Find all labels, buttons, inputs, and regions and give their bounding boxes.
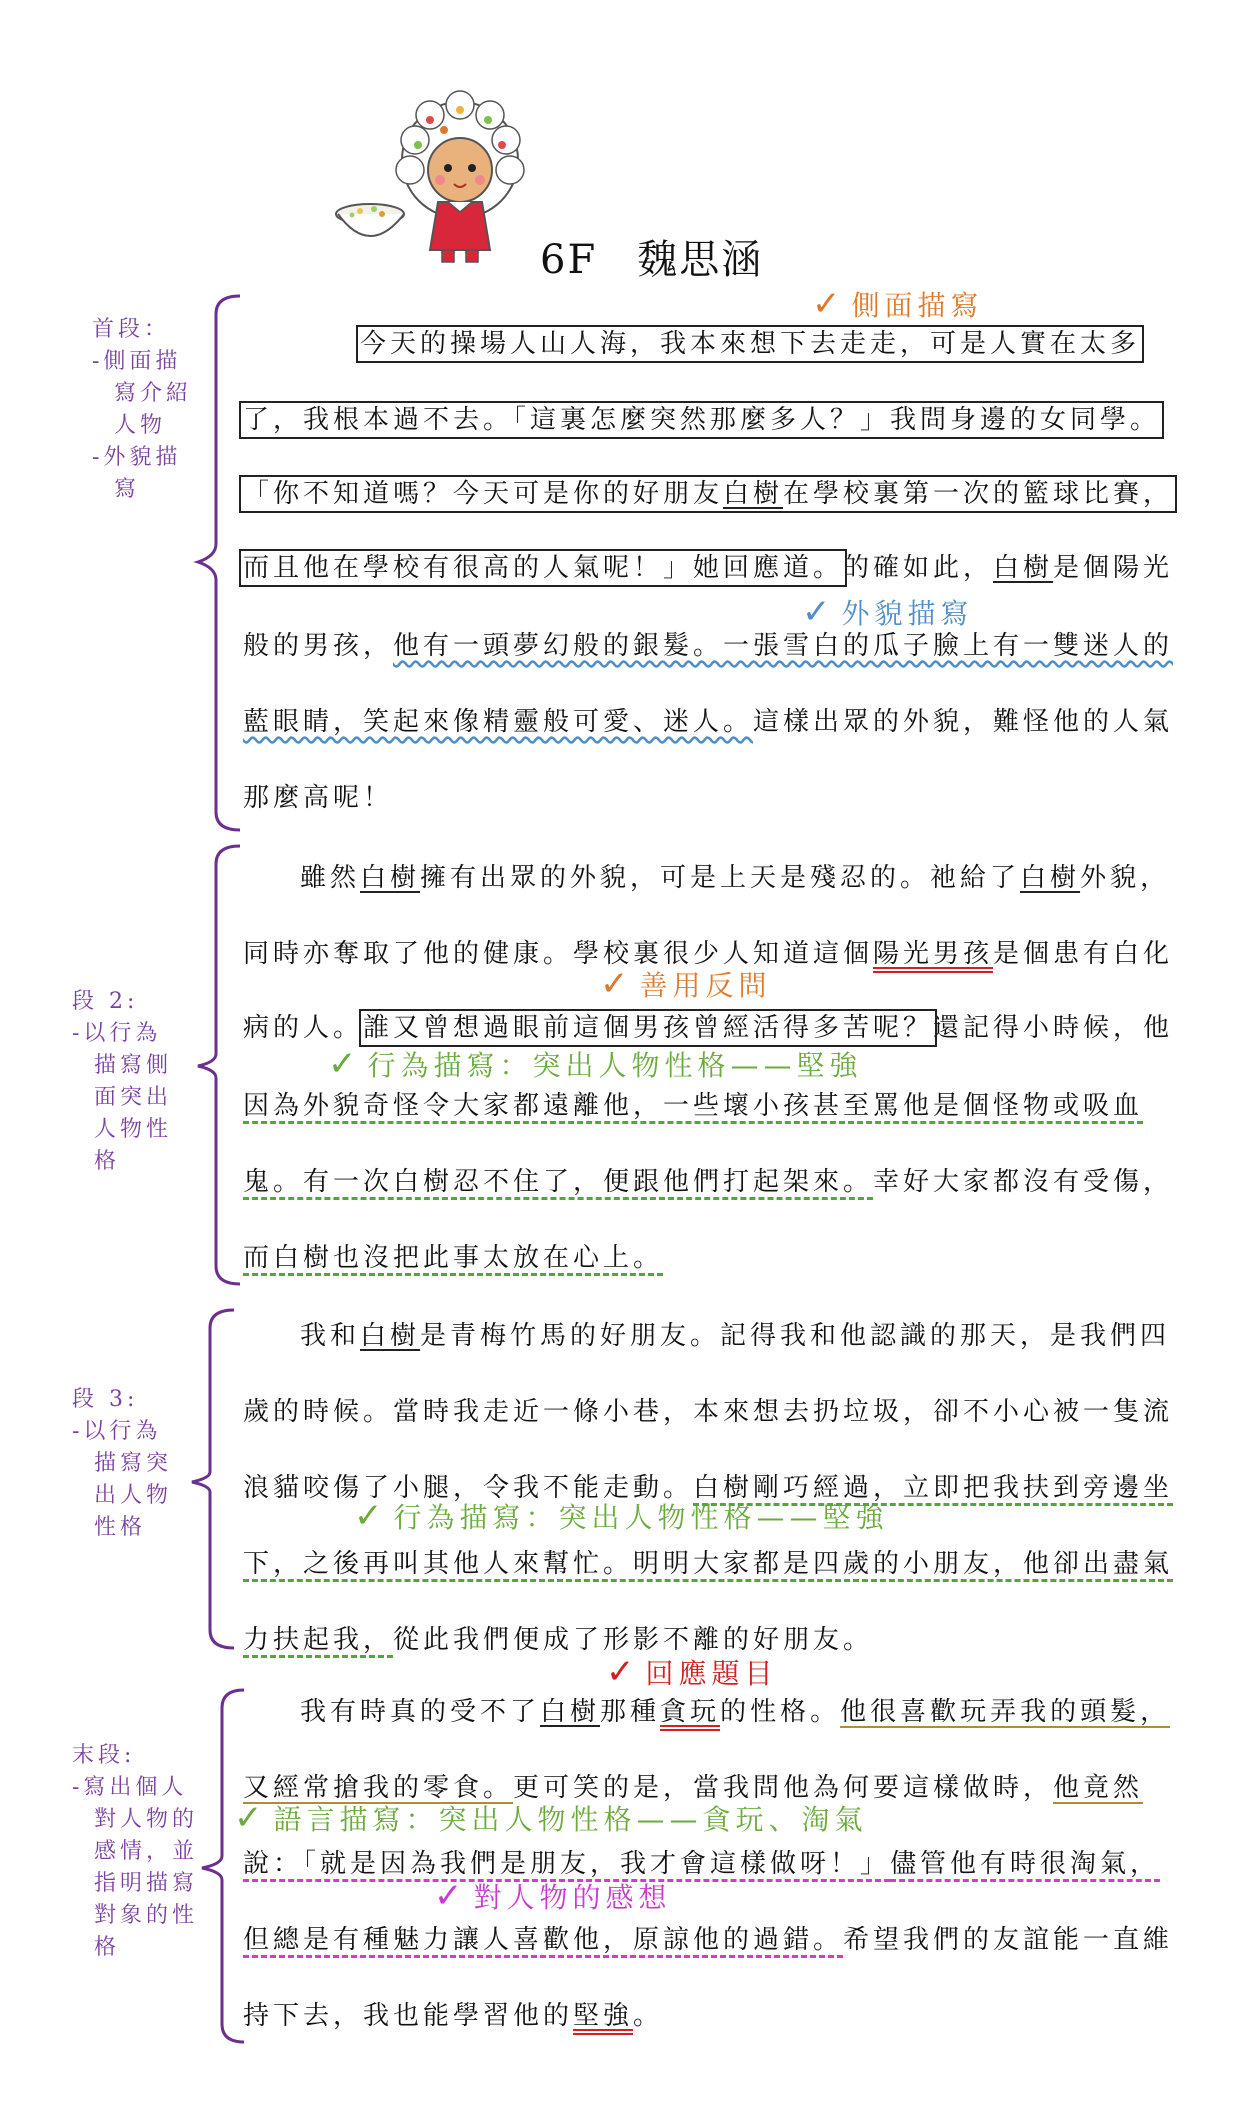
author-name: 魏思涵: [637, 237, 764, 283]
class-label: 6F: [540, 237, 598, 283]
annotation-rhetorical-question: ✓ 善用反問: [600, 964, 772, 1004]
text-line: 又經常搶我的零食。更可笑的是，當我問他為何要這樣做時，他竟然: [243, 1773, 1144, 1803]
text-line: 般的男孩，他有一頭夢幻般的銀髮。一張雪白的瓜子臉上有一雙迷人的: [243, 631, 1174, 661]
text-line: 鬼。有一次白樹忍不住了，便跟他們打起架來。幸好大家都沒有受傷，: [243, 1167, 1174, 1197]
check-icon: ✓: [234, 1798, 268, 1838]
bracket-para-1: [196, 294, 246, 834]
text-line: 說：「就是因為我們是朋友，我才會這樣做呀！」儘管他有時很淘氣，: [243, 1849, 1161, 1879]
side-note-para-4: 末段: -寫出個人 對人物的 感情，並 指明描寫 對象的性 格: [72, 1743, 198, 1960]
side-note-para-2: 段 2: -以行為 描寫側 面突出 人物性 格: [72, 989, 172, 1174]
text-line: 我有時真的受不了白樹那種貪玩的性格。他很喜歡玩弄我的頭髮，: [300, 1697, 1171, 1727]
text-line: 病的人。誰又曾想過眼前這個男孩曾經活得多苦呢？還記得小時候，他: [243, 1013, 1174, 1043]
text-line: 持下去，我也能學習他的堅強。: [243, 2001, 664, 2031]
bracket-para-3: [190, 1308, 240, 1652]
side-note-para-1: 首段： -側面描 寫介紹 人物 -外貌描 寫: [92, 317, 192, 502]
rice-bowl-icon: [336, 204, 404, 236]
text-line: 力扶起我，從此我們便成了形影不離的好朋友。: [243, 1625, 874, 1655]
essay-title: [540, 228, 763, 285]
text-line: 雖然白樹擁有出眾的外貌，可是上天是殘忍的。祂給了白樹外貌，: [300, 863, 1171, 893]
annotation-behaviour-2: ✓ 行為描寫：突出人物性格——堅強: [354, 1496, 889, 1536]
check-icon: ✓: [434, 1876, 468, 1916]
text-line: 而且他在學校有很高的人氣呢！」她回應道。的確如此，白樹是個陽光: [243, 553, 1174, 583]
check-icon: ✓: [354, 1496, 388, 1536]
text-line: 歲的時候。當時我走近一條小巷，本來想去扔垃圾，卻不小心被一隻流: [243, 1397, 1174, 1427]
annotation-appearance: ✓ 外貌描寫: [802, 592, 974, 632]
text-line: 那麼高呢！: [243, 783, 394, 813]
annotation-behaviour-1: ✓ 行為描寫：突出人物性格——堅強: [328, 1044, 863, 1084]
annotation-side-description: ✓ 側面描寫: [812, 284, 984, 324]
annotation-echo-topic: ✓ 回應題目: [606, 1652, 778, 1692]
annotation-speech: ✓ 語言描寫：突出人物性格——貪玩、淘氣: [234, 1798, 868, 1838]
mascot-illustration: [330, 90, 540, 270]
check-icon: ✓: [802, 592, 836, 632]
bracket-para-2: [196, 844, 246, 1288]
check-icon: ✓: [600, 964, 634, 1004]
check-icon: ✓: [812, 284, 846, 324]
text-line: 下，之後再叫其他人來幫忙。明明大家都是四歲的小朋友，他卻出盡氣: [243, 1549, 1174, 1579]
text-line: 同時亦奪取了他的健康。學校裏很少人知道這個陽光男孩是個患有白化: [243, 939, 1174, 969]
text-line: 我和白樹是青梅竹馬的好朋友。記得我和他認識的那天，是我們四: [300, 1321, 1171, 1351]
check-icon: ✓: [606, 1652, 640, 1692]
text-line: 「你不知道嗎？今天可是你的好朋友白樹在學校裏第一次的籃球比賽，: [243, 479, 1174, 509]
text-line: 因為外貌奇怪令大家都遠離他，一些壞小孩甚至罵他是個怪物或吸血: [243, 1091, 1144, 1121]
side-note-para-3: 段 3: -以行為 描寫突 出人物 性格: [72, 1387, 172, 1540]
text-line: 但總是有種魅力讓人喜歡他，原諒他的過錯。希望我們的友誼能一直維: [243, 1925, 1174, 1955]
annotation-feelings: ✓ 對人物的感想: [434, 1876, 672, 1916]
text-line: 了，我根本過不去。「這裏怎麼突然那麼多人？」我問身邊的女同學。: [243, 405, 1161, 435]
text-line: 今天的操場人山人海，我本來想下去走走，可是人實在太多: [360, 329, 1141, 359]
text-line: 浪貓咬傷了小腿，令我不能走動。白樹剛巧經過，立即把我扶到旁邊坐: [243, 1473, 1174, 1503]
text-line: 藍眼睛，笑起來像精靈般可愛、迷人。這樣出眾的外貌，難怪他的人氣: [243, 707, 1174, 737]
text-line: 而白樹也沒把此事太放在心上。: [243, 1243, 664, 1273]
check-icon: ✓: [328, 1044, 362, 1084]
